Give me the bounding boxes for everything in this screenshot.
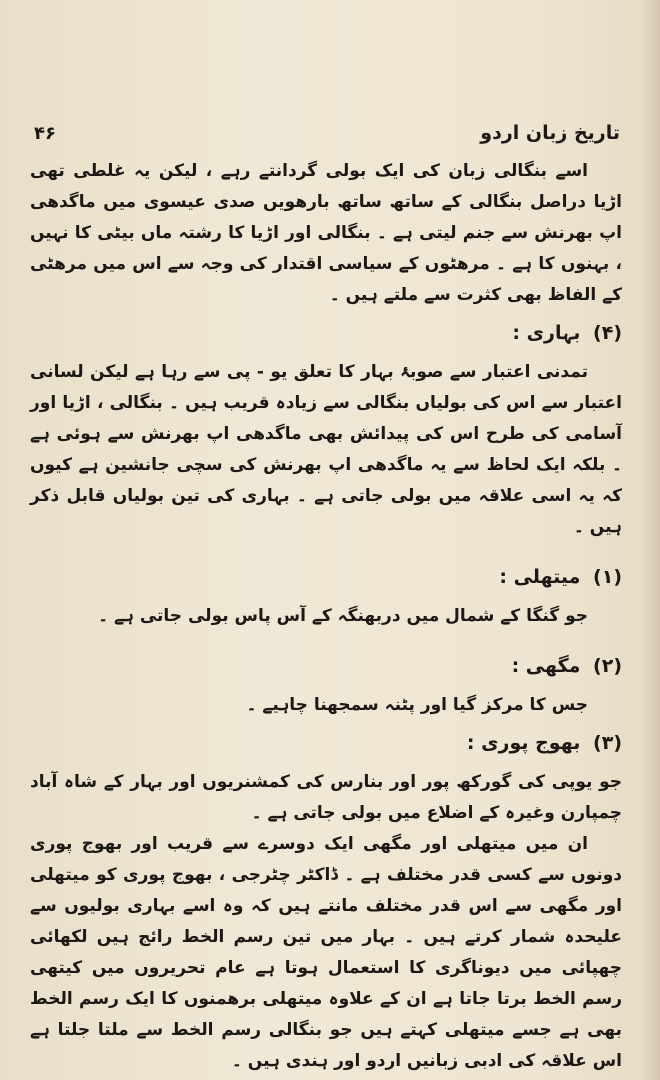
page-number: ۴۶ xyxy=(34,122,56,144)
section-number: (۱) xyxy=(593,566,622,588)
section-title: بھوج پوری : xyxy=(466,732,581,754)
paragraph-oriya: اسے بنگالی زبان کی ایک بولی گردانتے رہے ، لیکن یہ غلطی تھی اڑیا دراصل بنگالی کے ساتھ ساتھ بارھویں صدی عیسوی میں ماگدھی اپ بھرنش سے جنم لیتی ہے ۔ بنگالی اور اڑیا کا رشتہ ماں بیٹی کا نہیں ، بہنوں کا ہے ۔ مرھٹوں کے سیاسی اقتدار کی وجہ سے اس میں مرھٹی کے الفاظ بھی کثرت سے ملتے ہیں ۔ xyxy=(30,161,622,305)
section-heading-maithili xyxy=(30,561,622,593)
section-heading-magahi xyxy=(30,650,622,682)
page-header xyxy=(34,118,620,148)
page-body xyxy=(30,156,622,1077)
section-title: مگھی : xyxy=(511,655,581,677)
section-heading-bhojpuri xyxy=(30,727,622,759)
paragraph-comparison: ان میں میتھلی اور مگھی ایک دوسرے سے قریب اور بھوج پوری دونوں سے کسی قدر مختلف ہے ۔ ڈاکٹر چٹرجی ، بھوج پوری کو میتھلی اور مگھی سے اس قدر مختلف مانتے ہیں کہ وہ اسے بہاری بولیوں سے علیحدہ شمار کرتے ہیں ۔ بہار میں تین رسم الخط رائج ہیں لکھائی چھپائی میں دیوناگری کا استعمال ہوتا ہے عام تحریروں میں کیتھی رسم الخط برتا جاتا ہے ان کے علاوہ میتھلی برھمنوں کا ایک رسم الخط بھی ہے جسے میتھلی کہتے ہیں جو بنگالی رسم الخط سے ملتا جلتا ہے اس علاقہ کی ادبی زبانیں اردو اور ہندی ہیں ۔ xyxy=(30,834,622,1071)
section-number: (۳) xyxy=(593,732,622,754)
paragraph-bhojpuri: جو یوپی کی گورکھ پور اور بنارس کی کمشنریوں اور بہار کے شاہ آباد چمپارن وغیرہ کے اضلاع میں بولی جاتی ہے ۔ xyxy=(30,772,622,823)
page-gutter-shadow xyxy=(642,0,660,1080)
section-title: بہاری : xyxy=(512,322,581,344)
running-title: تاریخ زبان اردو xyxy=(480,122,620,144)
section-title: میتھلی : xyxy=(499,566,581,588)
paragraph-maithili: جو گنگا کے شمال میں دربھنگہ کے آس پاس بولی جاتی ہے ۔ xyxy=(98,606,588,626)
section-number: (۲) xyxy=(593,655,622,677)
paragraph-bihari: تمدنی اعتبار سے صوبۂ بہار کا تعلق یو - پی سے رہا ہے لیکن لسانی اعتبار سے اس کی بولیاں بنگالی سے زیادہ قریب ہیں ۔ بنگالی ، اڑیا اور آسامی کی طرح اس کی پیدائش بھی ماگدھی اپ بھرنش سے ہوئی ہے ۔ بلکہ ایک لحاظ سے یہ ماگدھی اپ بھرنش کی سچی جانشین ہے کیوں کہ یہ اسی علاقہ میں بولی جاتی ہے ۔ بہاری کی تین بولیاں قابل ذکر ہیں ۔ xyxy=(30,362,622,537)
section-heading-bihari xyxy=(30,317,622,349)
paragraph-magahi: جس کا مرکز گیا اور پٹنہ سمجھنا چاہیے ۔ xyxy=(246,695,588,715)
section-number: (۴) xyxy=(593,322,622,344)
